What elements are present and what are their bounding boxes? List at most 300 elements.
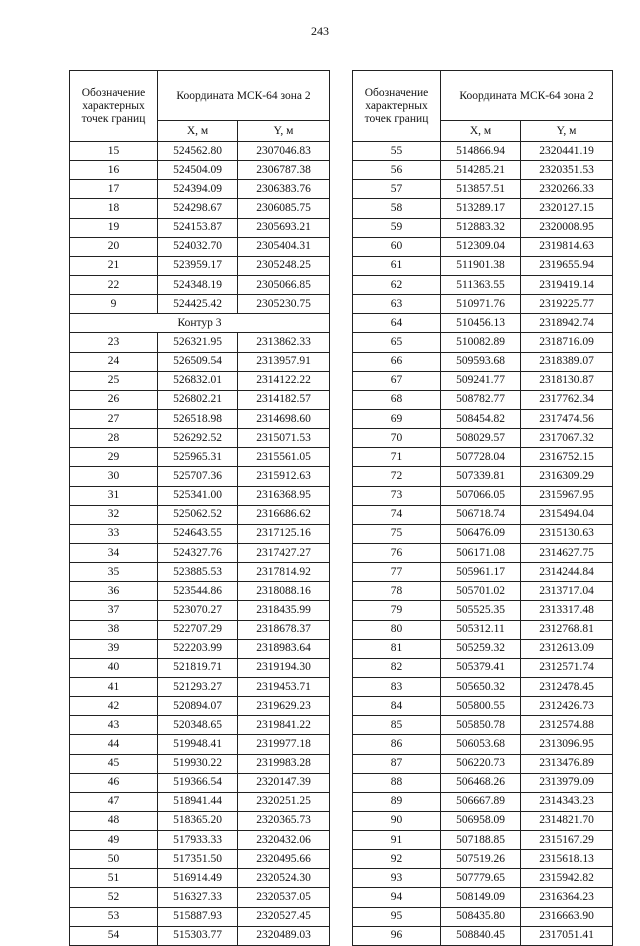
table-row [70,716,330,735]
x-coordinate: 521819.71 [158,658,238,677]
y-coordinate: 2315942.82 [521,869,613,888]
point-number: 79 [353,601,441,620]
y-coordinate: 2320537.05 [238,888,330,907]
point-number: 24 [70,352,158,371]
y-coordinate: 2320432.06 [238,831,330,850]
x-coordinate: 507519.26 [441,850,521,869]
table-row [70,161,330,180]
table-row [70,677,330,696]
x-coordinate: 511901.38 [441,256,521,275]
point-number: 49 [70,831,158,850]
x-coordinate: 505525.35 [441,601,521,620]
x-coordinate: 519366.54 [158,773,238,792]
point-number: 85 [353,716,441,735]
x-coordinate: 515887.93 [158,907,238,926]
point-number: 82 [353,658,441,677]
y-coordinate: 2315167.29 [521,831,613,850]
y-coordinate: 2319629.23 [238,697,330,716]
table-row [353,295,613,314]
table-row [353,505,613,524]
y-coordinate: 2320495.66 [238,850,330,869]
y-coordinate: 2320147.39 [238,773,330,792]
y-coordinate: 2319814.63 [521,237,613,256]
y-coordinate: 2315071.53 [238,429,330,448]
point-number: 20 [70,237,158,256]
table-row [70,697,330,716]
point-number: 57 [353,180,441,199]
x-coordinate: 513289.17 [441,199,521,218]
point-number: 68 [353,390,441,409]
y-coordinate: 2316663.90 [521,907,613,926]
point-number: 90 [353,811,441,830]
x-coordinate: 517351.50 [158,850,238,869]
x-coordinate: 526518.98 [158,409,238,428]
point-number: 44 [70,735,158,754]
y-coordinate: 2320008.95 [521,218,613,237]
table-row [70,467,330,486]
x-coordinate: 507188.85 [441,831,521,850]
y-coordinate: 2314343.23 [521,792,613,811]
x-coordinate: 524562.80 [158,142,238,161]
x-coordinate: 520348.65 [158,716,238,735]
x-coordinate: 524348.19 [158,275,238,294]
x-coordinate: 526509.54 [158,352,238,371]
point-number: 48 [70,811,158,830]
x-coordinate: 523885.53 [158,563,238,582]
y-coordinate: 2318942.74 [521,314,613,333]
table-row [353,754,613,773]
table-row [70,735,330,754]
point-number: 52 [70,888,158,907]
table-row [70,907,330,926]
point-number: 95 [353,907,441,926]
table-row [353,773,613,792]
x-coordinate: 516914.49 [158,869,238,888]
point-number: 19 [70,218,158,237]
y-coordinate: 2320266.33 [521,180,613,199]
point-number: 43 [70,716,158,735]
point-number: 45 [70,754,158,773]
table-row [70,256,330,275]
y-coordinate: 2318130.87 [521,371,613,390]
y-coordinate: 2305230.75 [238,295,330,314]
x-coordinate: 506476.09 [441,524,521,543]
table-row [70,505,330,524]
point-number: 73 [353,486,441,505]
table-row [70,811,330,830]
point-number: 33 [70,524,158,543]
table-row [70,409,330,428]
y-coordinate: 2312571.74 [521,658,613,677]
y-coordinate: 2319841.22 [238,716,330,735]
y-coordinate: 2319983.28 [238,754,330,773]
x-coordinate: 505259.32 [441,639,521,658]
y-coordinate: 2313317.48 [521,601,613,620]
header-y: Y, м [521,121,613,142]
table-row [70,869,330,888]
x-coordinate: 508782.77 [441,390,521,409]
point-number: 61 [353,256,441,275]
point-number: 83 [353,677,441,696]
y-coordinate: 2318389.07 [521,352,613,371]
point-number: 35 [70,563,158,582]
table-row [70,754,330,773]
point-number: 41 [70,677,158,696]
section-label: Контур 3 [70,314,330,333]
coordinates-table-right [352,70,613,946]
point-number: 54 [70,926,158,945]
x-coordinate: 522203.99 [158,639,238,658]
table-row [70,142,330,161]
table-row [353,831,613,850]
table-row [70,237,330,256]
x-coordinate: 517933.33 [158,831,238,850]
point-number: 64 [353,314,441,333]
x-coordinate: 520894.07 [158,697,238,716]
table-row [70,601,330,620]
coordinates-table-left [69,70,330,946]
y-coordinate: 2315912.63 [238,467,330,486]
point-number: 47 [70,792,158,811]
x-coordinate: 512309.04 [441,237,521,256]
x-coordinate: 526802.21 [158,390,238,409]
y-coordinate: 2320251.25 [238,792,330,811]
x-coordinate: 509593.68 [441,352,521,371]
point-number: 38 [70,620,158,639]
y-coordinate: 2318678.37 [238,620,330,639]
y-coordinate: 2307046.83 [238,142,330,161]
table-row [70,371,330,390]
table-row [70,792,330,811]
x-coordinate: 526832.01 [158,371,238,390]
y-coordinate: 2320524.30 [238,869,330,888]
table-row [353,658,613,677]
point-number: 81 [353,639,441,658]
point-number: 92 [353,850,441,869]
table-row [70,448,330,467]
y-coordinate: 2318435.99 [238,601,330,620]
table-row [353,639,613,658]
point-number: 94 [353,888,441,907]
y-coordinate: 2317762.34 [521,390,613,409]
y-coordinate: 2316309.29 [521,467,613,486]
y-coordinate: 2320365.73 [238,811,330,830]
x-coordinate: 507779.65 [441,869,521,888]
point-number: 18 [70,199,158,218]
y-coordinate: 2313979.09 [521,773,613,792]
table-row [70,352,330,371]
x-coordinate: 525707.36 [158,467,238,486]
table-row [70,620,330,639]
y-coordinate: 2317427.27 [238,543,330,562]
point-number: 78 [353,582,441,601]
point-number: 25 [70,371,158,390]
table-row [70,563,330,582]
x-coordinate: 514866.94 [441,142,521,161]
x-coordinate: 508029.57 [441,429,521,448]
table-body-right [353,142,613,946]
y-coordinate: 2312426.73 [521,697,613,716]
table-row [70,773,330,792]
table-row [70,831,330,850]
table-row [353,792,613,811]
point-number: 51 [70,869,158,888]
y-coordinate: 2318716.09 [521,333,613,352]
table-row [353,888,613,907]
header-designation: Обозначение характерных точек границ [353,71,441,142]
y-coordinate: 2312574.88 [521,716,613,735]
y-coordinate: 2314627.75 [521,543,613,562]
x-coordinate: 507066.05 [441,486,521,505]
y-coordinate: 2315561.05 [238,448,330,467]
x-coordinate: 524327.76 [158,543,238,562]
table-body-left [70,142,330,946]
y-coordinate: 2320489.03 [238,926,330,945]
point-number: 50 [70,850,158,869]
header-y: Y, м [238,121,330,142]
x-coordinate: 513857.51 [441,180,521,199]
table-row [70,888,330,907]
point-number: 93 [353,869,441,888]
y-coordinate: 2305248.25 [238,256,330,275]
x-coordinate: 506958.09 [441,811,521,830]
point-number: 75 [353,524,441,543]
x-coordinate: 510456.13 [441,314,521,333]
x-coordinate: 518941.44 [158,792,238,811]
x-coordinate: 506667.89 [441,792,521,811]
table-row [70,658,330,677]
point-number: 76 [353,543,441,562]
x-coordinate: 507728.04 [441,448,521,467]
x-coordinate: 519948.41 [158,735,238,754]
table-row [353,620,613,639]
y-coordinate: 2319419.14 [521,275,613,294]
x-coordinate: 510971.76 [441,295,521,314]
table-row [353,256,613,275]
point-number: 27 [70,409,158,428]
x-coordinate: 516327.33 [158,888,238,907]
point-number: 32 [70,505,158,524]
point-number: 88 [353,773,441,792]
point-number: 66 [353,352,441,371]
y-coordinate: 2313957.91 [238,352,330,371]
point-number: 16 [70,161,158,180]
table-row [70,639,330,658]
x-coordinate: 506220.73 [441,754,521,773]
point-number: 42 [70,697,158,716]
y-coordinate: 2305693.21 [238,218,330,237]
table-row [353,926,613,945]
x-coordinate: 508149.09 [441,888,521,907]
point-number: 69 [353,409,441,428]
table-row [353,199,613,218]
x-coordinate: 521293.27 [158,677,238,696]
y-coordinate: 2313476.89 [521,754,613,773]
x-coordinate: 523070.27 [158,601,238,620]
table-row [353,314,613,333]
x-coordinate: 505961.17 [441,563,521,582]
table-row [353,352,613,371]
table-row [353,161,613,180]
point-number: 34 [70,543,158,562]
y-coordinate: 2319194.30 [238,658,330,677]
y-coordinate: 2317814.92 [238,563,330,582]
point-number: 77 [353,563,441,582]
table-row [353,333,613,352]
point-number: 71 [353,448,441,467]
table-row [353,180,613,199]
table-row [353,735,613,754]
table-row [353,524,613,543]
point-number: 72 [353,467,441,486]
y-coordinate: 2316368.95 [238,486,330,505]
section-row [70,314,330,333]
x-coordinate: 512883.32 [441,218,521,237]
table-row [353,448,613,467]
table-row [70,486,330,505]
table-row [353,371,613,390]
x-coordinate: 524504.09 [158,161,238,180]
y-coordinate: 2312478.45 [521,677,613,696]
point-number: 56 [353,161,441,180]
point-number: 53 [70,907,158,926]
page-number: 243 [311,24,329,38]
table-row [353,467,613,486]
x-coordinate: 522707.29 [158,620,238,639]
table-row [353,237,613,256]
point-number: 40 [70,658,158,677]
table-row [353,390,613,409]
x-coordinate: 505650.32 [441,677,521,696]
table-row [353,697,613,716]
y-coordinate: 2319453.71 [238,677,330,696]
y-coordinate: 2306383.76 [238,180,330,199]
y-coordinate: 2320441.19 [521,142,613,161]
x-coordinate: 508454.82 [441,409,521,428]
point-number: 59 [353,218,441,237]
header-x: Х, м [158,121,238,142]
x-coordinate: 505379.41 [441,658,521,677]
y-coordinate: 2313717.04 [521,582,613,601]
y-coordinate: 2316686.62 [238,505,330,524]
table-row [70,295,330,314]
y-coordinate: 2314821.70 [521,811,613,830]
y-coordinate: 2316752.15 [521,448,613,467]
point-number: 28 [70,429,158,448]
x-coordinate: 507339.81 [441,467,521,486]
x-coordinate: 506053.68 [441,735,521,754]
table-row [353,677,613,696]
table-row [70,390,330,409]
y-coordinate: 2317125.16 [238,524,330,543]
table-row [353,409,613,428]
x-coordinate: 505701.02 [441,582,521,601]
y-coordinate: 2320351.53 [521,161,613,180]
y-coordinate: 2318088.16 [238,582,330,601]
table-row [70,429,330,448]
header-x: Х, м [441,121,521,142]
point-number: 96 [353,926,441,945]
point-number: 67 [353,371,441,390]
x-coordinate: 518365.20 [158,811,238,830]
point-number: 84 [353,697,441,716]
table-row [353,142,613,161]
y-coordinate: 2313096.95 [521,735,613,754]
y-coordinate: 2315130.63 [521,524,613,543]
header-coordinate: Координата МСК-64 зона 2 [441,71,613,121]
header-designation: Обозначение характерных точек границ [70,71,158,142]
y-coordinate: 2317051.41 [521,926,613,945]
table-row [353,850,613,869]
table-row [353,582,613,601]
x-coordinate: 524298.67 [158,199,238,218]
x-coordinate: 519930.22 [158,754,238,773]
point-number: 15 [70,142,158,161]
table-row [353,601,613,620]
table-row [70,275,330,294]
x-coordinate: 524394.09 [158,180,238,199]
x-coordinate: 526321.95 [158,333,238,352]
x-coordinate: 508435.80 [441,907,521,926]
x-coordinate: 508840.45 [441,926,521,945]
table-row [353,907,613,926]
point-number: 31 [70,486,158,505]
y-coordinate: 2317067.32 [521,429,613,448]
point-number: 23 [70,333,158,352]
point-number: 30 [70,467,158,486]
x-coordinate: 506171.08 [441,543,521,562]
point-number: 87 [353,754,441,773]
table-row [70,926,330,945]
x-coordinate: 510082.89 [441,333,521,352]
table-row [70,582,330,601]
y-coordinate: 2316364.23 [521,888,613,907]
x-coordinate: 523959.17 [158,256,238,275]
y-coordinate: 2318983.64 [238,639,330,658]
table-row [353,486,613,505]
point-number: 29 [70,448,158,467]
point-number: 46 [70,773,158,792]
y-coordinate: 2314698.60 [238,409,330,428]
y-coordinate: 2320527.45 [238,907,330,926]
y-coordinate: 2317474.56 [521,409,613,428]
x-coordinate: 514285.21 [441,161,521,180]
y-coordinate: 2315618.13 [521,850,613,869]
x-coordinate: 506468.26 [441,773,521,792]
x-coordinate: 511363.55 [441,275,521,294]
y-coordinate: 2306787.38 [238,161,330,180]
y-coordinate: 2305066.85 [238,275,330,294]
y-coordinate: 2313862.33 [238,333,330,352]
table-row [70,333,330,352]
x-coordinate: 506718.74 [441,505,521,524]
table-row [70,850,330,869]
y-coordinate: 2315967.95 [521,486,613,505]
point-number: 70 [353,429,441,448]
table-row [353,429,613,448]
table-row [353,869,613,888]
point-number: 74 [353,505,441,524]
point-number: 62 [353,275,441,294]
y-coordinate: 2319655.94 [521,256,613,275]
y-coordinate: 2314122.22 [238,371,330,390]
table-row [353,275,613,294]
x-coordinate: 505800.55 [441,697,521,716]
y-coordinate: 2314182.57 [238,390,330,409]
table-row [353,716,613,735]
point-number: 9 [70,295,158,314]
table-row [70,180,330,199]
